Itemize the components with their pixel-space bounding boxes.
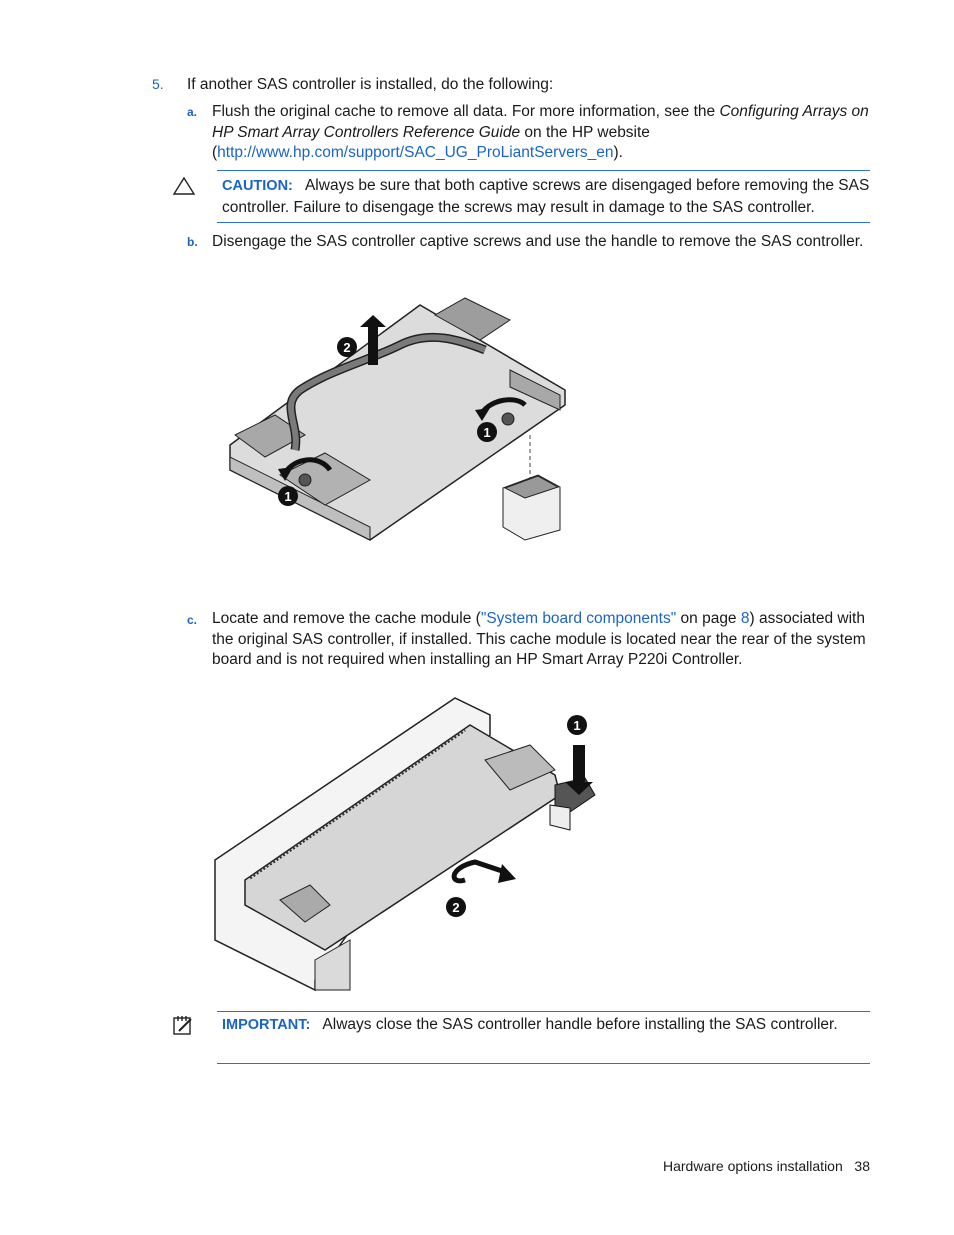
page-number: 38 — [854, 1158, 870, 1174]
important-label: IMPORTANT: — [222, 1017, 311, 1033]
substep-c-text1: Locate and remove the cache module ( — [212, 610, 481, 627]
sas-controller-removal-figure — [220, 295, 580, 545]
step-number: 5. — [152, 76, 164, 92]
guide-title: Configuring Arrays on HP Smart Array Controllers Reference Guide — [212, 103, 869, 141]
caution-message: Always be sure that both captive screws are disengaged before removing the SAS controller. Failure to disengage the screws may result in damage to the SAS controller. — [222, 177, 870, 216]
substep-a-text1: Flush the original cache to remove all data. For more information, see the — [212, 103, 720, 120]
important-text — [222, 1016, 870, 1034]
callout-label: 2 — [452, 900, 460, 915]
caution-label: CAUTION: — [222, 178, 293, 194]
callout-label: 2 — [343, 340, 351, 355]
important-icon — [172, 1015, 194, 1037]
rotate-arrow-head — [498, 864, 516, 883]
step-text: If another SAS controller is installed, do the following: — [187, 76, 554, 93]
captive-screw — [299, 474, 311, 486]
caution-text — [222, 175, 870, 218]
callout-label: 1 — [573, 718, 581, 733]
substep-c-text3: ) associated with the original SAS controller, if installed. This cache module is located near the rear of the system board and is not required when installing an HP Smart Array P220i Controller. — [212, 610, 866, 668]
substep-a-text — [212, 102, 874, 164]
page-link[interactable]: 8 — [740, 610, 750, 627]
substep-b-label: b. — [187, 235, 198, 249]
caution-icon — [172, 176, 196, 196]
callout-label: 1 — [284, 489, 292, 504]
rotate-arrow — [454, 862, 505, 881]
substep-c-text2: on page — [676, 610, 741, 627]
paren-close: ). — [613, 144, 623, 161]
substep-b-text: Disengage the SAS controller captive screws and use the handle to remove the SAS controller. — [212, 233, 864, 250]
substep-c-text — [212, 609, 874, 671]
substep-c-label: c. — [187, 613, 198, 627]
page-footer — [663, 1158, 870, 1174]
system-board-components-link[interactable]: "System board components" — [480, 610, 677, 627]
footer-section: Hardware options installation — [662, 1158, 843, 1174]
callout-label: 1 — [483, 425, 491, 440]
paren-open: ( — [212, 144, 218, 161]
important-message: Always close the SAS controller handle before installing the SAS controller. — [322, 1016, 838, 1033]
hp-website-link[interactable]: http://www.hp.com/support/SAC_UG_ProLiantServers_en — [217, 144, 614, 161]
substep-a-label: a. — [187, 105, 198, 119]
substep-a-text2: on the HP website — [520, 123, 650, 141]
captive-screw — [502, 413, 514, 425]
cache-module-removal-figure — [210, 690, 605, 995]
clip-base — [550, 805, 570, 830]
